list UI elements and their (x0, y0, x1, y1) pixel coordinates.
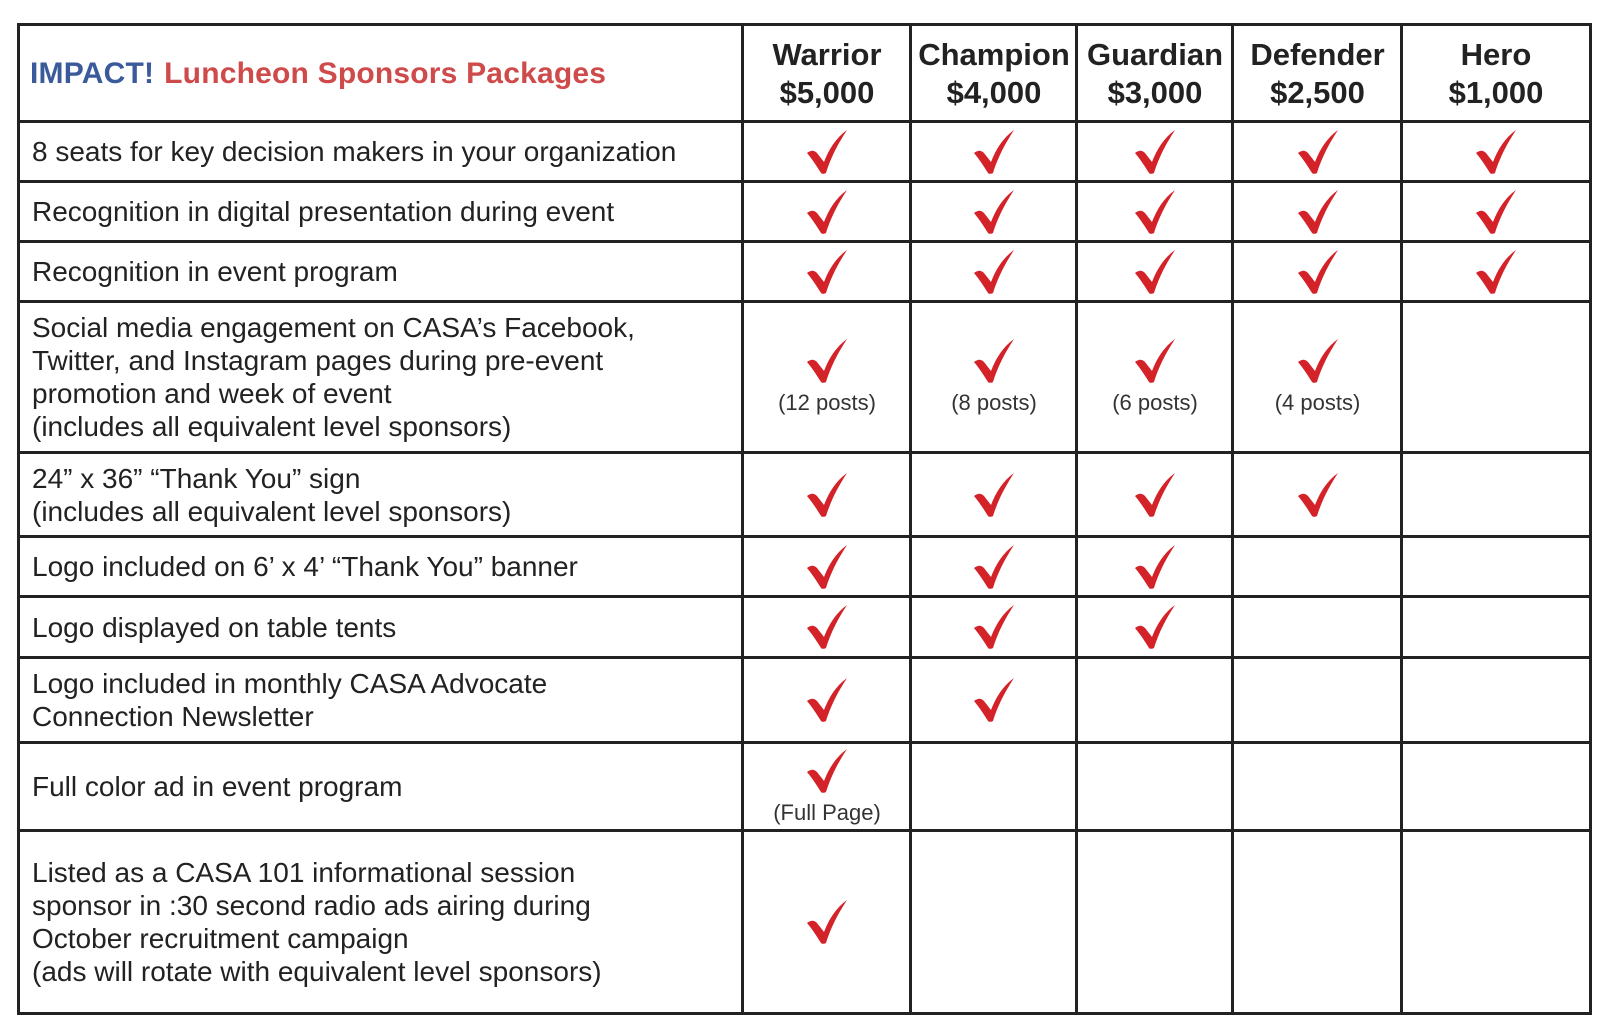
benefit-cell-hero (1403, 538, 1589, 595)
title-impact: IMPACT! (30, 56, 155, 90)
benefit-cell-hero (1403, 832, 1589, 1011)
table-title (30, 26, 606, 121)
checkmark-icon (972, 338, 1016, 384)
benefit-cell-warrior (744, 659, 910, 741)
benefit-cell-guardian (1078, 454, 1232, 535)
benefit-cell-hero (1403, 454, 1589, 535)
checkmark-icon (805, 544, 849, 590)
checkmark-icon (1133, 338, 1177, 384)
benefit-cell-warrior (744, 832, 910, 1011)
feature-label (32, 659, 734, 741)
checkmark-icon (805, 338, 849, 384)
benefit-cell-defender (1234, 659, 1401, 741)
feature-label (32, 123, 734, 180)
checkmark-icon (972, 472, 1016, 518)
benefit-cell-champion (912, 538, 1076, 595)
benefit-cell-champion (912, 243, 1076, 300)
title-luncheon-sponsors-packages: Luncheon Sponsors Packages (164, 56, 607, 90)
benefit-cell-hero (1403, 183, 1589, 240)
checkmark-icon (805, 899, 849, 945)
checkmark-icon (1296, 249, 1340, 295)
checkmark-icon (805, 604, 849, 650)
benefit-cell-hero (1403, 598, 1589, 656)
checkmark-icon (1296, 189, 1340, 235)
feature-line: 8 seats for key decision makers in your organization (32, 136, 677, 167)
benefit-cell-defender (1234, 832, 1401, 1011)
benefit-cell-guardian (1078, 183, 1232, 240)
benefit-note: (6 posts) (1112, 390, 1198, 415)
checkmark-icon (972, 677, 1016, 723)
benefit-cell-warrior (744, 598, 910, 656)
feature-line: Logo displayed on table tents (32, 611, 397, 643)
feature-line: Recognition in digital presentation during event (32, 196, 615, 227)
tier-price: $5,000 (779, 74, 875, 110)
checkmark-icon (972, 129, 1016, 175)
benefit-cell-guardian (1078, 832, 1232, 1011)
feature-line: October recruitment campaign (32, 922, 409, 954)
feature-line: 24” x 36” “Thank You” sign (32, 462, 361, 494)
benefit-cell-guardian (1078, 123, 1232, 180)
checkmark-icon (1133, 129, 1177, 175)
tier-name: Hero (1460, 36, 1532, 72)
checkmark-icon (805, 677, 849, 723)
benefit-cell-champion (912, 598, 1076, 656)
checkmark-icon (1133, 472, 1177, 518)
feature-line: Logo included in monthly CASA Advocate (32, 668, 548, 699)
tier-name: Guardian (1086, 36, 1224, 72)
checkmark-icon (1133, 604, 1177, 650)
benefit-cell-warrior (744, 538, 910, 595)
benefit-cell-hero (1403, 243, 1589, 300)
feature-line: Logo included on 6’ x 4’ “Thank You” banner (32, 551, 578, 582)
checkmark-icon (805, 472, 849, 518)
benefit-cell-champion (912, 832, 1076, 1011)
feature-label (32, 598, 734, 656)
tier-price: $4,000 (946, 74, 1042, 110)
benefit-cell-defender (1234, 183, 1401, 240)
benefit-cell-champion (912, 454, 1076, 535)
tier-name: Warrior (772, 36, 882, 72)
tier-header-hero (1403, 26, 1589, 121)
tier-header-champion (912, 26, 1076, 121)
tier-price: $3,000 (1107, 74, 1203, 110)
checkmark-icon (972, 604, 1016, 650)
benefit-cell-guardian (1078, 538, 1232, 595)
feature-line: sponsor in :30 second radio ads airing during (32, 889, 591, 921)
tier-header-defender (1234, 26, 1401, 121)
benefit-cell-warrior (744, 243, 910, 300)
benefit-note: (8 posts) (951, 390, 1037, 415)
benefit-cell-champion (912, 303, 1076, 451)
benefit-cell-defender (1234, 243, 1401, 300)
feature-label (32, 183, 734, 240)
feature-label (32, 538, 734, 595)
checkmark-icon (972, 249, 1016, 295)
benefit-cell-warrior (744, 183, 910, 240)
benefit-note: (4 posts) (1274, 390, 1361, 415)
feature-line: Connection Newsletter (32, 701, 314, 732)
tier-price: $1,000 (1448, 74, 1544, 110)
benefit-cell-hero (1403, 123, 1589, 180)
checkmark-icon (1133, 249, 1177, 295)
feature-line: Twitter, and Instagram pages during pre-event (32, 345, 604, 376)
feature-line: Social media engagement on CASA’s Facebook, (32, 312, 635, 343)
benefit-cell-champion (912, 659, 1076, 741)
feature-label (32, 744, 734, 829)
tier-price: $2,500 (1270, 74, 1365, 110)
feature-line: promotion and week of event (32, 378, 392, 409)
feature-line: Full color ad in event program (32, 771, 403, 802)
feature-label (32, 303, 734, 451)
benefit-cell-hero (1403, 659, 1589, 741)
benefit-cell-warrior (744, 123, 910, 180)
feature-line: (includes all equivalent level sponsors) (32, 411, 512, 442)
checkmark-icon (1296, 472, 1340, 518)
checkmark-icon (1474, 249, 1518, 295)
checkmark-icon (805, 189, 849, 235)
checkmark-icon (1296, 338, 1340, 384)
benefit-cell-defender (1234, 454, 1401, 535)
checkmark-icon (1296, 129, 1340, 175)
checkmark-icon (972, 544, 1016, 590)
benefit-cell-guardian (1078, 659, 1232, 741)
benefit-note: (Full Page) (773, 799, 881, 825)
tier-name: Champion (918, 36, 1070, 72)
benefit-cell-defender (1234, 538, 1401, 595)
benefit-cell-defender (1234, 303, 1401, 451)
checkmark-icon (805, 249, 849, 295)
benefit-cell-warrior (744, 744, 910, 829)
benefit-cell-hero (1403, 744, 1589, 829)
benefit-cell-guardian (1078, 744, 1232, 829)
benefit-cell-warrior (744, 303, 910, 451)
checkmark-icon (805, 129, 849, 175)
feature-line: (includes all equivalent level sponsors) (32, 495, 512, 527)
benefit-note: (12 posts) (778, 390, 876, 415)
feature-line: Recognition in event program (32, 256, 398, 287)
checkmark-icon (1474, 189, 1518, 235)
sponsor-packages-table (17, 23, 1592, 1015)
checkmark-icon (1133, 189, 1177, 235)
checkmark-icon (972, 189, 1016, 235)
benefit-cell-guardian (1078, 303, 1232, 451)
benefit-cell-hero (1403, 303, 1589, 451)
benefit-cell-defender (1234, 744, 1401, 829)
feature-label (32, 454, 734, 535)
benefit-cell-champion (912, 183, 1076, 240)
feature-line: Listed as a CASA 101 informational session (32, 856, 576, 888)
benefit-cell-warrior (744, 454, 910, 535)
benefit-cell-champion (912, 123, 1076, 180)
benefit-cell-defender (1234, 123, 1401, 180)
tier-name: Defender (1250, 36, 1385, 72)
feature-line: (ads will rotate with equivalent level sponsors) (32, 955, 602, 987)
benefit-cell-guardian (1078, 598, 1232, 656)
tier-header-guardian (1078, 26, 1232, 121)
checkmark-icon (1474, 129, 1518, 175)
checkmark-icon (805, 748, 849, 794)
benefit-cell-guardian (1078, 243, 1232, 300)
benefit-cell-defender (1234, 598, 1401, 656)
feature-label (32, 243, 734, 300)
feature-label (32, 832, 734, 1011)
checkmark-icon (1133, 544, 1177, 590)
benefit-cell-champion (912, 744, 1076, 829)
tier-header-warrior (744, 26, 910, 121)
